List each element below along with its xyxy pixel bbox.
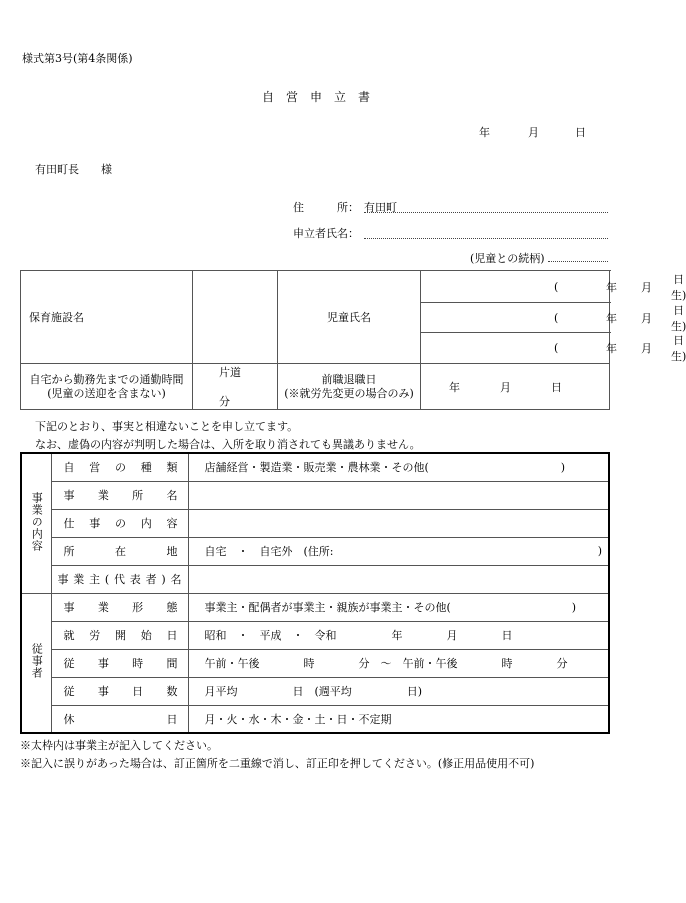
date-year: 年: [479, 126, 490, 139]
applicant-name-label: 申立者氏名：: [293, 227, 359, 240]
prev-job-date-cell[interactable]: 年 月 日: [421, 364, 610, 410]
work-days-value[interactable]: 月平均 日 (週平均 日): [188, 677, 609, 705]
note-1: ※太枠内は事業主が記入してください。: [20, 739, 218, 752]
childcare-table: [20, 270, 686, 410]
business-form-label: 事業形態: [51, 593, 188, 621]
work-days-label: 従事日数: [51, 677, 188, 705]
office-name-value[interactable]: [188, 481, 609, 509]
address-line: [364, 212, 608, 213]
work-start-value[interactable]: 昭和 ・ 平成 ・ 令和 年 月 日: [188, 621, 609, 649]
child-label-cell: 児童氏名: [278, 271, 421, 364]
office-name-label: 事業所名: [51, 481, 188, 509]
relation-label: (児童との続柄): [470, 252, 545, 265]
relation-line[interactable]: [548, 261, 608, 262]
job-description-label: 仕事の内容: [51, 509, 188, 537]
statement-line-1: 下記のとおり、事実と相違ないことを申し立てます。: [35, 420, 299, 433]
facility-label-cell: 保育施設名: [21, 271, 193, 364]
job-description-value[interactable]: [188, 509, 609, 537]
holidays-value[interactable]: 月・火・水・木・金・土・日・不定期: [188, 705, 609, 733]
addressee: 有田町長 様: [35, 163, 112, 176]
commute-label-cell: 自宅から勤務先までの通勤時間 (児童の送迎を含まない): [21, 364, 193, 410]
address-value[interactable]: 有田町: [364, 201, 397, 214]
child-dob-row[interactable]: ( 年 月 日生): [421, 303, 610, 333]
business-form-value[interactable]: 事業主・配偶者が事業主・親族が事業主・その他( ): [188, 593, 609, 621]
date-day: 日: [575, 126, 586, 139]
work-start-label: 就労開始日: [51, 621, 188, 649]
page-title: 自 営 申 立 書: [262, 90, 371, 104]
commute-value-cell[interactable]: 片道分: [193, 364, 278, 410]
location-label: 所在地: [51, 537, 188, 565]
holidays-label: 休日: [51, 705, 188, 733]
statement-line-2: なお、虚偽の内容が判明した場合は、入所を取り消されても異議ありません。: [35, 438, 421, 451]
form-number: 様式第3号(第4条関係): [22, 52, 133, 65]
applicant-name-line[interactable]: [364, 238, 608, 239]
note-2: ※記入に誤りがあった場合は、訂正箇所を二重線で消し、訂正印を押してください。(修正用品使用不可): [20, 757, 535, 770]
owner-name-label: 事業主(代表者)名: [51, 565, 188, 593]
address-label: 住 所：: [293, 201, 359, 214]
business-type-label: 自営の種類: [51, 453, 188, 481]
child-dob-row[interactable]: ( 年 月 日生): [421, 271, 610, 303]
work-hours-value[interactable]: 午前・午後 時 分 ～ 午前・午後 時 分: [188, 649, 609, 677]
child-dob-row[interactable]: ( 年 月 日生): [421, 333, 610, 364]
work-hours-label: 従事時間: [51, 649, 188, 677]
facility-value-cell[interactable]: [193, 271, 278, 364]
business-table: [20, 452, 610, 734]
worker-section-label: 従事者: [21, 593, 51, 733]
owner-name-value[interactable]: [188, 565, 609, 593]
location-value[interactable]: 自宅 ・ 自宅外 (住所: ): [188, 537, 609, 565]
prev-job-label-cell: 前職退職日 (※就労先変更の場合のみ): [278, 364, 421, 410]
date-month: 月: [528, 126, 539, 139]
business-type-value[interactable]: 店舗経営・製造業・販売業・農林業・その他( ): [188, 453, 609, 481]
business-section-label: 事業の内容: [21, 453, 51, 593]
